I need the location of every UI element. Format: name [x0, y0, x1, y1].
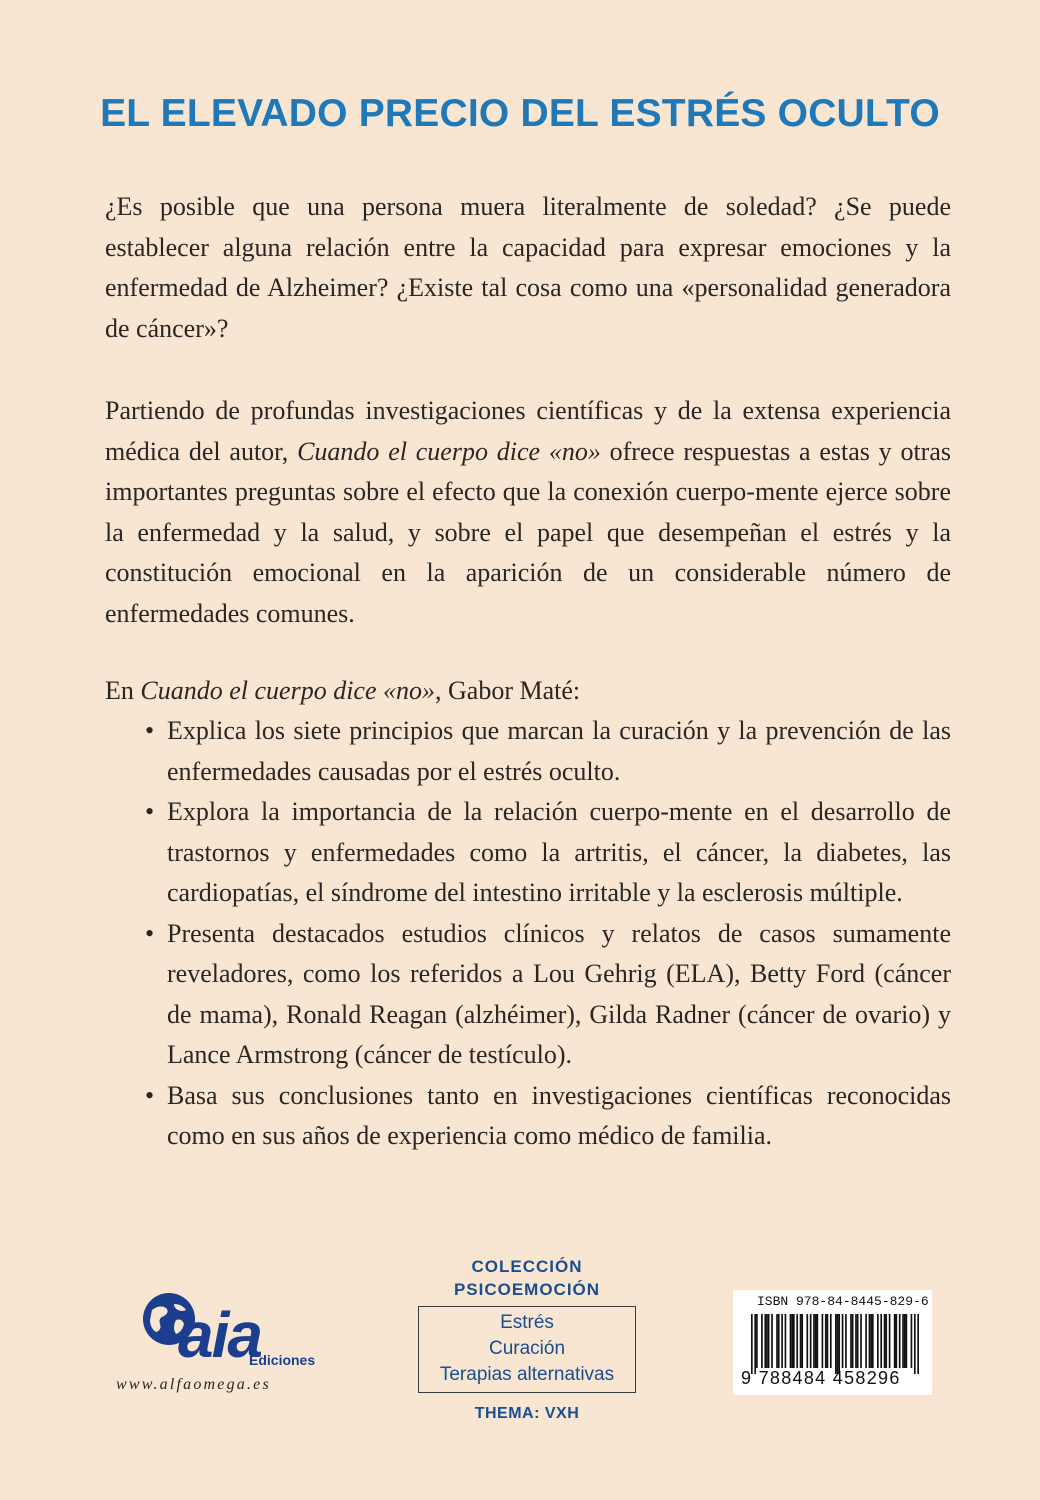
paragraph-description-before: Partiendo de profundas investigaciones científicas y de la extensa experiencia médica del autor, [105, 396, 951, 466]
publisher-subtitle: Ediciones [249, 1352, 316, 1368]
barcode-bar [842, 1314, 844, 1368]
barcode-bar [822, 1314, 824, 1368]
collection-name: PSICOEMOCIÓN [453, 1280, 601, 1299]
publisher-name [140, 1298, 261, 1372]
back-cover-title: EL ELEVADO PRECIO DEL ESTRÉS OCULTO [100, 92, 940, 135]
bullets-intro [105, 671, 951, 712]
barcode-bar [776, 1314, 778, 1368]
barcode-bar [766, 1314, 768, 1368]
barcode-bar [754, 1314, 756, 1374]
barcode-bar [869, 1314, 871, 1368]
barcode-bar [899, 1314, 901, 1368]
barcode-bar [855, 1314, 857, 1368]
barcode-bar [880, 1314, 882, 1368]
book-title-italic: Cuando el cuerpo dice «no» [297, 436, 601, 466]
intro-book-title: Cuando el cuerpo dice «no» [140, 676, 435, 705]
barcode-bar [889, 1314, 891, 1368]
barcode-bar [791, 1314, 793, 1368]
barcode-bar [884, 1314, 886, 1368]
paragraph-description [105, 391, 951, 634]
thema-code: THEMA: VXH [474, 1405, 580, 1422]
barcode-bar [806, 1314, 808, 1368]
collection-label: COLECCIÓN [471, 1257, 583, 1276]
barcode-bar [894, 1314, 896, 1368]
barcode-bar [827, 1314, 829, 1368]
barcode-bar [790, 1314, 792, 1368]
barcode-bar [895, 1314, 897, 1368]
list-item: • Explica los siete principios que marcan la curación y la prevención de las enfermedades causadas por el estrés oculto. [145, 711, 951, 792]
barcode-bar [825, 1314, 827, 1368]
barcode-bar [785, 1314, 787, 1368]
paragraph-description-after: ofrece respuestas a estas y otras importantes preguntas sobre el efecto que la conexión cuerpo-mente ejerce sobre la enfermedad y la salud, y sobre el papel que desempeñan el estrés y la constitución emocional en la aparición de un considerable número de enfermedades comunes. [105, 436, 951, 628]
collection-topic: Curación [488, 1338, 566, 1359]
barcode-bar [778, 1314, 780, 1368]
barcode-bar [810, 1314, 812, 1368]
intro-suffix: , Gabor Maté: [435, 676, 581, 705]
barcode-bar [904, 1314, 906, 1368]
paragraph-questions: ¿Es posible que una persona muera literalmente de soledad? ¿Se puede establecer alguna relación entre la capacidad para expresar emociones y la enfermedad de Alzheimer? ¿Existe tal cosa como una «personalidad generadora de cáncer»? [105, 192, 951, 343]
barcode-bar [815, 1314, 817, 1368]
barcode-bar [885, 1314, 887, 1368]
barcode-bar [877, 1314, 879, 1368]
barcode-bar [793, 1314, 795, 1368]
barcode-digits: 9 788484 458296 [741, 1368, 901, 1388]
barcode-bar [796, 1314, 798, 1368]
barcode-bar [771, 1314, 773, 1368]
collection-topic: Terapias alternativas [439, 1364, 615, 1385]
barcode-bar [902, 1314, 904, 1368]
barcode-bar [865, 1314, 867, 1368]
barcode-bar [911, 1314, 913, 1368]
list-item: • Basa sus conclusiones tanto en investigaciones científicas reconocidas como en sus años de experiencia como médico de familia. [145, 1076, 951, 1157]
barcode-bar [852, 1314, 854, 1368]
list-item: • Explora la importancia de la relación cuerpo-mente en el desarrollo de trastornos y enfermedades como la artritis, el cáncer, la diabetes, las cardiopatías, el síndrome del intestino irritable y la esclerosis múltiple. [145, 792, 951, 914]
barcode-bar [838, 1314, 840, 1374]
barcode-bar [857, 1314, 859, 1368]
barcode-bar [845, 1314, 847, 1368]
barcode-bar [800, 1314, 802, 1368]
publisher-logo [110, 1290, 330, 1400]
isbn-barcode [733, 1290, 932, 1395]
barcode-bar [860, 1314, 862, 1368]
barcode-bar [756, 1314, 758, 1368]
barcode-bar [781, 1314, 783, 1368]
barcode-bar [837, 1314, 839, 1374]
collection-topic: Estrés [500, 1312, 554, 1333]
barcode-bar [813, 1314, 815, 1368]
barcode-bar [870, 1314, 872, 1368]
feature-list [145, 711, 951, 1157]
publisher-wordmark: aia [178, 1299, 261, 1371]
barcode-bar [764, 1314, 766, 1368]
barcode-bar [768, 1314, 770, 1368]
barcode-bar [830, 1314, 832, 1368]
isbn-label: ISBN 978-84-8445-829-6 [757, 1294, 929, 1309]
barcode-bar [906, 1314, 908, 1368]
barcode-bar [914, 1314, 916, 1374]
barcode-bar [917, 1314, 919, 1374]
barcode-bar [850, 1314, 852, 1368]
barcode-bar [817, 1314, 819, 1368]
publisher-url: www.alfaomega.es [116, 1376, 271, 1393]
barcode-bar [751, 1314, 753, 1374]
barcode-bar [801, 1314, 803, 1368]
barcode-bars [751, 1314, 919, 1374]
barcode-bar [761, 1314, 763, 1368]
collection-block [418, 1255, 636, 1423]
barcode-bar [872, 1314, 874, 1368]
barcode-bar [835, 1314, 837, 1374]
collection-topics-box [418, 1306, 636, 1393]
list-item: • Presenta destacados estudios clínicos y relatos de casos sumamente reveladores, como los referidos a Lou Gehrig (ELA), Betty Ford (cáncer de mama), Ronald Reagan (alzhéimer), Gilda Radner (cáncer de ovario) y Lance Armstrong (cáncer de testículo). [145, 914, 951, 1076]
intro-prefix: En [105, 676, 141, 705]
